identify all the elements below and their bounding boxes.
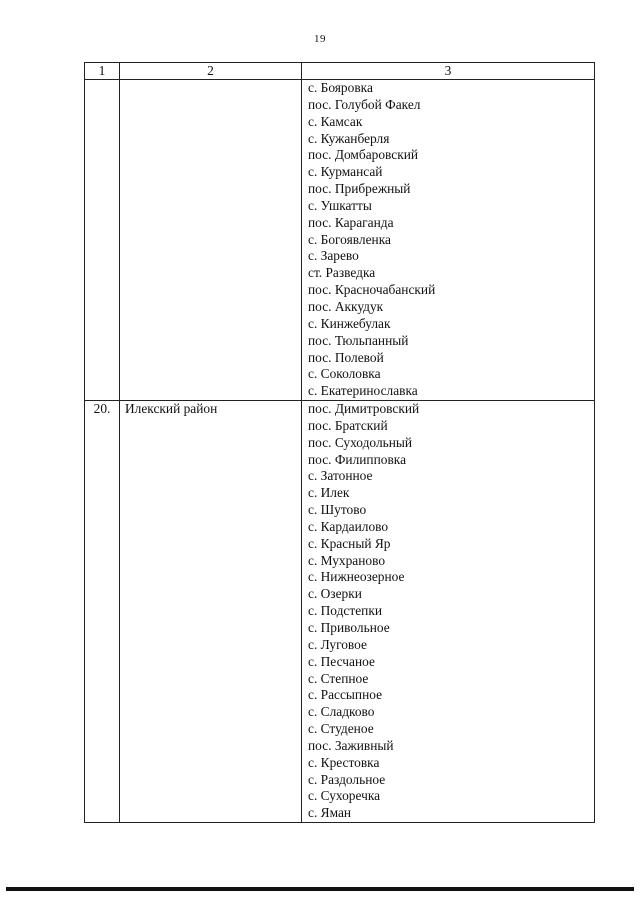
settlement-item: с. Сладково (308, 704, 375, 720)
settlement-item: с. Соколовка (308, 366, 381, 382)
settlement-item: с. Красный Яр (308, 535, 391, 551)
header-col-2: 2 (120, 63, 302, 80)
settlement-item: пос. Караганда (308, 214, 394, 230)
settlement-item: с. Илек (308, 485, 350, 501)
settlement-item: с. Камсак (308, 113, 363, 129)
settlement-item: с. Кинжебулак (308, 315, 391, 331)
settlement-list (302, 401, 595, 823)
row-number-text: 20. (93, 401, 111, 417)
settlement-item: с. Кужанберля (308, 130, 390, 146)
footer-rule (6, 887, 634, 891)
settlement-item: пос. Филипповка (308, 451, 407, 467)
settlement-item: ст. Разведка (308, 265, 376, 281)
settlement-list (302, 80, 595, 401)
district-name (120, 80, 302, 401)
settlement-item: пос. Красночабанский (308, 282, 436, 298)
table-row (85, 401, 595, 823)
settlement-item: с. Кардаилово (308, 518, 389, 534)
settlement-item: с. Сухоречка (308, 788, 381, 804)
row-number (85, 401, 120, 823)
table-body (85, 80, 595, 823)
settlement-item: с. Рассыпное (308, 687, 383, 703)
settlement-item: с. Мухраново (308, 552, 386, 568)
settlement-item: с. Привольное (308, 620, 390, 635)
settlement-item: с. Студеное (308, 721, 374, 737)
settlement-item: с. Богоявленка (308, 231, 391, 247)
settlement-item: с. Луговое (308, 636, 367, 652)
district-name (120, 401, 302, 823)
settlement-item: с. Степное (308, 670, 369, 686)
settlement-item: с. Ушкатты (308, 197, 372, 213)
settlement-item: пос. Заживный (308, 737, 394, 753)
settlement-item: пос. Домбаровский (308, 147, 419, 163)
settlement-item: с. Песчаное (308, 653, 375, 669)
row-number (85, 80, 120, 401)
settlement-item: с. Шутово (308, 502, 367, 518)
settlement-item: пос. Прибрежный (308, 181, 411, 197)
header-col-1: 1 (85, 63, 120, 80)
settlement-item: с. Раздольное (308, 771, 386, 787)
settlement-item: с. Зарево (308, 248, 359, 264)
settlement-item: с. Крестовка (308, 754, 380, 770)
district-name-text: Илекский район (125, 401, 218, 417)
settlement-item: с. Курмансай (308, 164, 383, 180)
page-number: 19 (314, 33, 326, 45)
settlement-item: с. Яман (308, 805, 352, 821)
settlement-item: с. Бояровка (308, 80, 373, 95)
table-header (85, 63, 595, 80)
district-name-text (125, 80, 301, 97)
settlement-item: с. Озерки (308, 586, 362, 602)
table-row (85, 80, 595, 401)
header-row (85, 63, 595, 80)
settlement-item: пос. Тюльпанный (308, 332, 409, 348)
settlement-item: с. Подстепки (308, 603, 383, 619)
settlement-item: с. Нижнеозерное (308, 569, 405, 585)
row-number-text (85, 80, 119, 97)
settlement-item: пос. Димитровский (308, 401, 420, 417)
settlements-table (84, 62, 595, 823)
settlement-item: пос. Голубой Факел (308, 96, 421, 112)
settlement-item: с. Затонное (308, 468, 373, 484)
settlement-item: пос. Аккудук (308, 298, 384, 314)
settlement-item: с. Екатеринославка (308, 383, 418, 399)
settlement-item: пос. Суходольный (308, 434, 413, 450)
header-col-3: 3 (302, 63, 595, 80)
settlement-item: пос. Полевой (308, 349, 384, 365)
settlement-item: пос. Братский (308, 417, 388, 433)
